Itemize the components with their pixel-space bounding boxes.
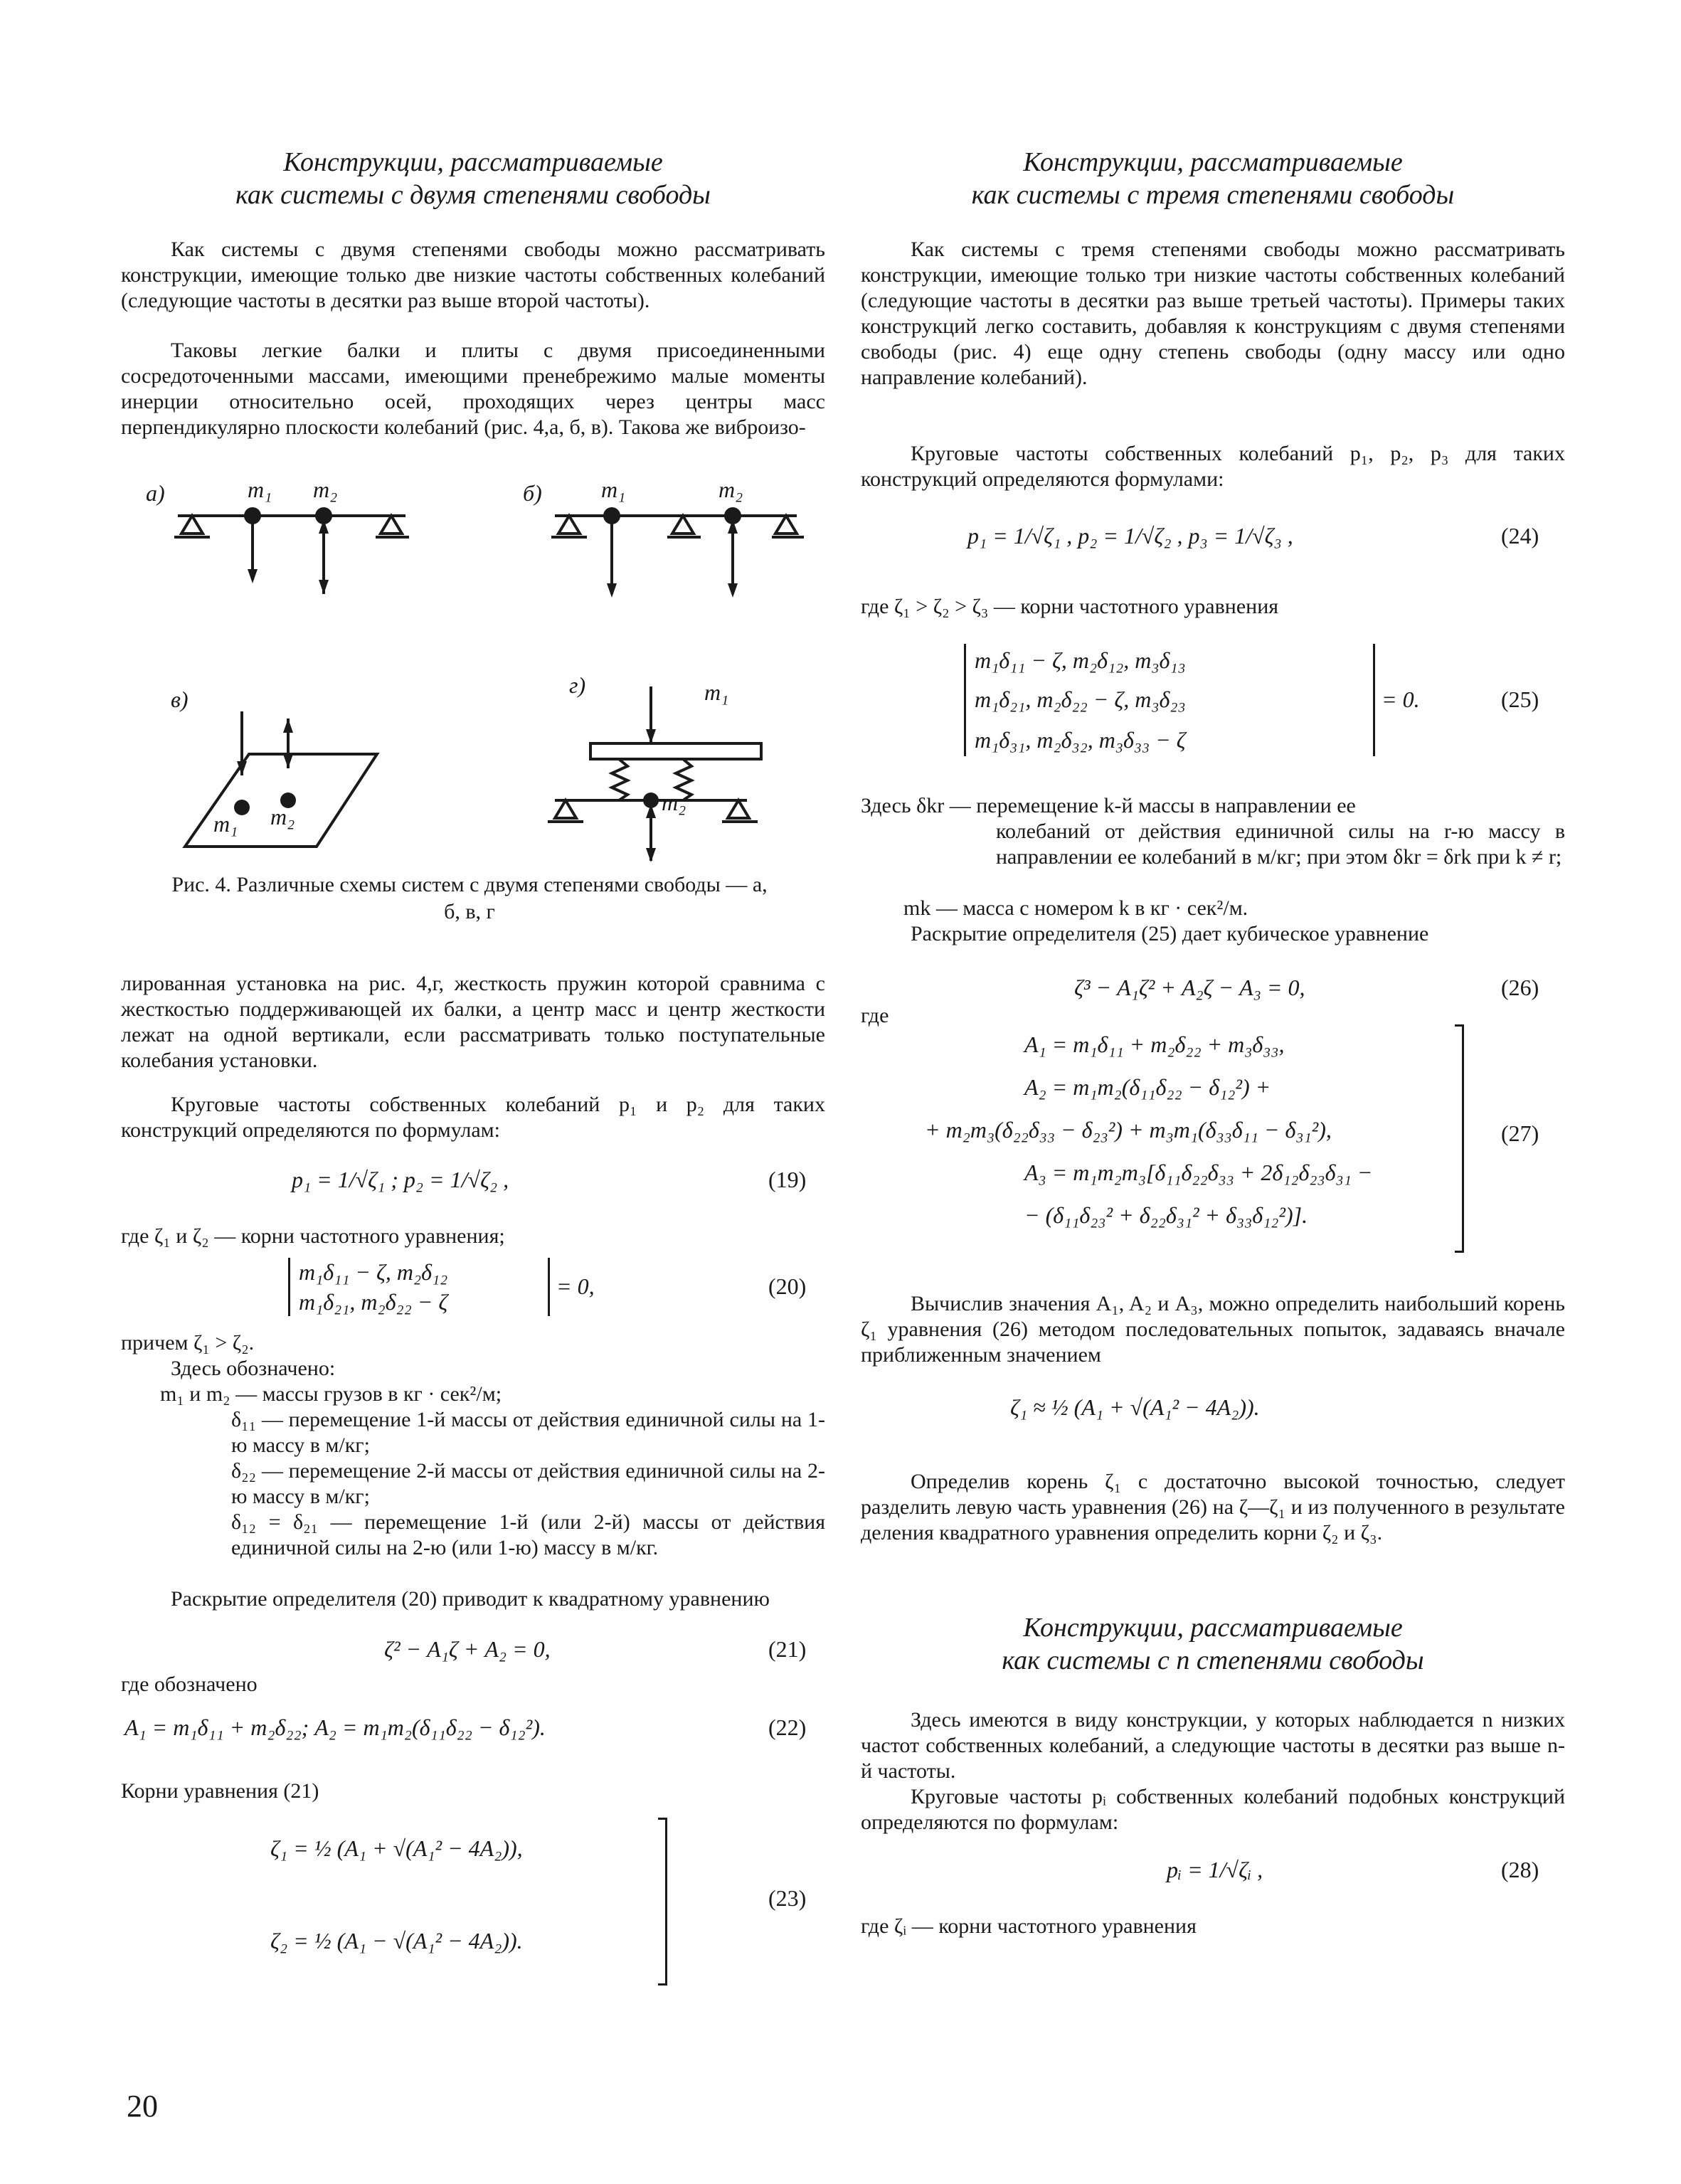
section-heading-ndof-line2: как системы с n степенями свободы — [1002, 1645, 1424, 1675]
equation-23a: ζ₁ = ½ (A₁ + √(A₁² − 4A₂)), — [270, 1835, 523, 1861]
paragraph: Вычислив значения A₁, A₂ и A₃, можно определить наибольший корень ζ₁ уравнения (26) методом последовательных попыток, задаваясь вначале приближенным значением — [861, 1292, 1565, 1367]
equation-number-25: (25) — [1501, 687, 1539, 712]
definition-item: δ₁₂ = δ₂₁ — перемещение 1-й (или 2-й) массы от действия единичной силы на 2-ю (или 1-ю) массу в м/кг. — [231, 1510, 825, 1559]
paragraph: лированная установка на рис. 4,г, жесткость пружин которой сравнима с жесткостью поддерживающей их балки, а центр масс и центр жесткости лежат на одной вертикали, если рассматривать только поступательные колебания установки. — [121, 972, 825, 1072]
paragraph: Раскрытие определителя (20) приводит к квадратному уравнению — [171, 1587, 770, 1611]
equation-20-row2: m₁δ₂₁, m₂δ₂₂ − ζ — [299, 1289, 448, 1315]
paragraph: Корни уравнения (21) — [121, 1779, 319, 1803]
equation-23-brace — [658, 1818, 667, 1986]
equation-number-21: (21) — [768, 1636, 807, 1662]
figure-label-m1: m₁ — [601, 477, 626, 502]
equation-27b: A₂ = m₁m₂(δ₁₁δ₂₂ − δ₁₂²) + — [1024, 1074, 1271, 1100]
definition-item: δ₂₂ — перемещение 2-й массы от действия единичной силы на 2-ю массу в м/кг; — [231, 1459, 825, 1508]
section-heading-2dof-line2: как системы с двумя степенями свободы — [235, 180, 711, 210]
figure-label-b: б) — [523, 480, 542, 506]
figure-caption: Рис. 4. Различные схемы систем с двумя степенями свободы — а, б, в, г — [171, 873, 768, 923]
paragraph: Как системы с двумя степенями свободы можно рассматривать конструкции, имеющие только две низкие частоты собственных колебаний (следующие частоты в десятки раз выше второй частоты). — [121, 238, 825, 312]
paragraph: где ζᵢ — корни частотного уравнения — [861, 1914, 1197, 1938]
determinant-bar-right — [1373, 644, 1375, 756]
paragraph: Таковы легкие балки и плиты с двумя присоединенными сосредоточенными массами, имеющими пренебрежимо малые моменты инерции относительно осей, проходящих через центры масс перпендикулярно плоскости колебаний (рис. 4,а, б, в). Такова же виброизо- — [121, 339, 825, 439]
figure-label-g: г) — [569, 672, 586, 698]
section-heading-2dof-line1: Конструкции, рассматриваемые — [283, 147, 663, 177]
equation-27d: A₃ = m₁m₂m₃[δ₁₁δ₂₂δ₃₃ + 2δ₁₂δ₂₃δ₃₁ − — [1024, 1160, 1373, 1185]
equation-20-rhs: = 0, — [556, 1273, 595, 1299]
equation-24: p₁ = 1/√ζ₁ , p₂ = 1/√ζ₂ , p₃ = 1/√ζ₃ , — [967, 523, 1293, 548]
equation-27-brace — [1455, 1024, 1464, 1253]
figure-label-a: а) — [146, 480, 165, 506]
determinant-bar-left — [288, 1258, 290, 1316]
figure-label-m2: m₂ — [270, 804, 295, 829]
equation-28: pᵢ = 1/√ζᵢ , — [1167, 1857, 1263, 1882]
equation-number-22: (22) — [768, 1714, 807, 1740]
paragraph: Определив корень ζ₁ с достаточно высокой точностью, следует разделить левую часть уравнения (26) на ζ—ζ₁ и из полученного в результате деления квадратного уравнения определить корни ζ₂ и ζ₃. — [861, 1470, 1565, 1544]
figure-label-m1: m₁ — [248, 477, 272, 502]
section-heading-3dof-line2: как системы с тремя степенями свободы — [971, 180, 1455, 210]
equation-26: ζ³ − A₁ζ² + A₂ζ − A₃ = 0, — [1074, 975, 1305, 1000]
paragraph: Круговые частоты pᵢ собственных колебаний подобных конструкций определяются по формулам: — [861, 1785, 1565, 1834]
figure-label-m2: m₂ — [313, 477, 338, 502]
paragraph: где ζ₁ и ζ₂ — корни частотного уравнения; — [121, 1224, 505, 1248]
equation-22: A₁ = m₁δ₁₁ + m₂δ₂₂; A₂ = m₁m₂(δ₁₁δ₂₂ − δ₁₂²). — [124, 1714, 546, 1740]
equation-number-28: (28) — [1501, 1857, 1539, 1882]
determinant-bar-left — [964, 644, 966, 756]
figure-label-m1: m₁ — [704, 679, 729, 705]
equation-21: ζ² − A₁ζ + A₂ = 0, — [384, 1636, 551, 1662]
paragraph: Раскрытие определителя (25) дает кубическое уравнение — [911, 922, 1429, 945]
figure-4 — [121, 470, 825, 868]
paragraph: Здесь обозначено: — [171, 1357, 336, 1380]
page-number: 20 — [127, 2089, 158, 2124]
equation-25-rhs: = 0. — [1382, 687, 1420, 712]
paragraph: Здесь имеются в виду конструкции, у которых наблюдается n низких частот собственных колебаний, а следующие частоты в десятки раз выше n-й частоты. — [861, 1708, 1565, 1783]
paragraph: Здесь δkr — перемещение k-й массы в направлении ее — [861, 794, 1356, 817]
paragraph: mk — масса с номером k в кг · сек²/м. — [903, 896, 1248, 920]
section-heading-ndof-line1: Конструкции, рассматриваемые — [1023, 1613, 1403, 1643]
paragraph: Как системы с тремя степенями свободы можно рассматривать конструкции, имеющие только три низкие частоты собственных колебаний (следующие частоты в десятки раз выше третьей частоты). Примеры таких конструкций легко составить, добавляя к конструкциям с двумя степенями свободы (рис. 4) еще одну степень свободы (одну массу или одно направление колебаний). — [861, 238, 1565, 389]
equation-approx: ζ₁ ≈ ½ (A₁ + √(A₁² − 4A₂)). — [1010, 1394, 1260, 1420]
paragraph: Круговые частоты собственных колебаний p₁ и p₂ для таких конструкций определяются по формулам: — [121, 1093, 825, 1142]
equation-number-20: (20) — [768, 1273, 807, 1299]
equation-number-19: (19) — [768, 1167, 807, 1192]
equation-23b: ζ₂ = ½ (A₁ − √(A₁² − 4A₂)). — [270, 1928, 523, 1954]
equation-27c: + m₂m₃(δ₂₂δ₃₃ − δ₂₃²) + m₃m₁(δ₃₃δ₁₁ − δ₃₁²), — [925, 1117, 1332, 1143]
paragraph: где обозначено — [121, 1673, 258, 1696]
definition-item: δ₁₁ — перемещение 1-й массы от действия единичной силы на 1-ю массу в м/кг; — [231, 1408, 825, 1457]
equation-number-24: (24) — [1501, 523, 1539, 548]
equation-number-26: (26) — [1501, 975, 1539, 1000]
equation-27e: − (δ₁₁δ₂₃² + δ₂₂δ₃₁² + δ₃₃δ₁₂²)]. — [1024, 1202, 1308, 1228]
paragraph: колебаний от действия единичной силы на r-ю массу в направлении ее колебаний в м/кг; при этом δkr = δrk при k ≠ r; — [996, 820, 1565, 869]
figure-label-v: в) — [171, 687, 189, 712]
equation-27a: A₁ = m₁δ₁₁ + m₂δ₂₂ + m₃δ₃₃, — [1024, 1032, 1285, 1057]
figure-label-m2: m₂ — [718, 477, 743, 502]
paragraph: причем ζ₁ > ζ₂. — [121, 1331, 255, 1355]
definition-item: m₁ и m₂ — массы грузов в кг · сек²/м; — [160, 1382, 502, 1406]
equation-25-row2: m₁δ₂₁, m₂δ₂₂ − ζ, m₃δ₂₃ — [975, 687, 1186, 712]
paragraph: где — [861, 1004, 889, 1027]
equation-20-row1: m₁δ₁₁ − ζ, m₂δ₁₂ — [299, 1259, 448, 1285]
equation-25-row3: m₁δ₃₁, m₂δ₃₂, m₃δ₃₃ − ζ — [975, 727, 1186, 753]
determinant-bar-right — [548, 1258, 550, 1316]
paragraph: где ζ₁ > ζ₂ > ζ₃ — корни частотного уравнения — [861, 595, 1279, 618]
section-heading-3dof-line1: Конструкции, рассматриваемые — [1023, 147, 1403, 177]
figure-label-m1: m₁ — [213, 811, 238, 837]
equation-number-27: (27) — [1501, 1120, 1539, 1146]
paragraph: Круговые частоты собственных колебаний p₁, p₂, p₃ для таких конструкций определяются формулами: — [861, 442, 1565, 491]
equation-19: p₁ = 1/√ζ₁ ; p₂ = 1/√ζ₂ , — [292, 1167, 509, 1192]
figure-label-m2: m₂ — [662, 790, 686, 815]
equation-number-23: (23) — [768, 1885, 807, 1911]
equation-25-row1: m₁δ₁₁ − ζ, m₂δ₁₂, m₃δ₁₃ — [975, 647, 1186, 673]
